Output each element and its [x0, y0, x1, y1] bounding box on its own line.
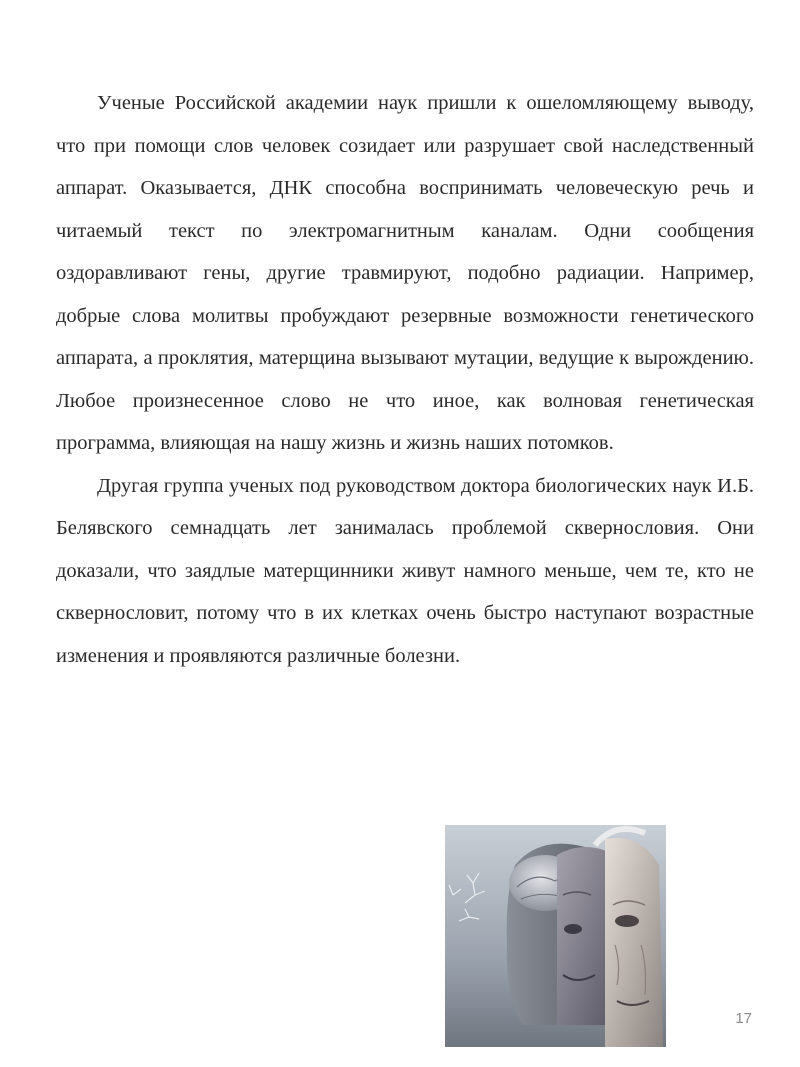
- aging-faces-illustration: [445, 825, 666, 1047]
- page-number: 17: [735, 1010, 752, 1027]
- paragraph-1: Ученые Российской академии наук пришли к ошеломляющему выводу, что при помощи слов человек созидает или разрушает свой наследственный аппарат. Оказывается, ДНК способна воспринимать человеческую речь и читаемый текст по электромагнитным каналам. Одни сообщения оздоравливают гены, другие травмируют, подобно радиации. Например, добрые слова молитвы пробуждают резервные возможности генетического аппарата, а проклятия, матерщина вызывают мутации, ведущие к вырождению. Любое произнесенное слово не что иное, как волновая генетическая программа, влияющая на нашу жизнь и жизнь наших потомков.: [56, 92, 754, 454]
- body-text: [56, 82, 754, 677]
- paragraph-2: Другая группа ученых под руководством доктора биологических наук И.Б. Белявского семнадцать лет занималась проблемой сквернословия. Они доказали, что заядлые матерщинники живут намного меньше, чем те, кто не сквернословит, потому что в их клетках очень быстро наступают возрастные изменения и проявляются различные болезни.: [56, 474, 754, 667]
